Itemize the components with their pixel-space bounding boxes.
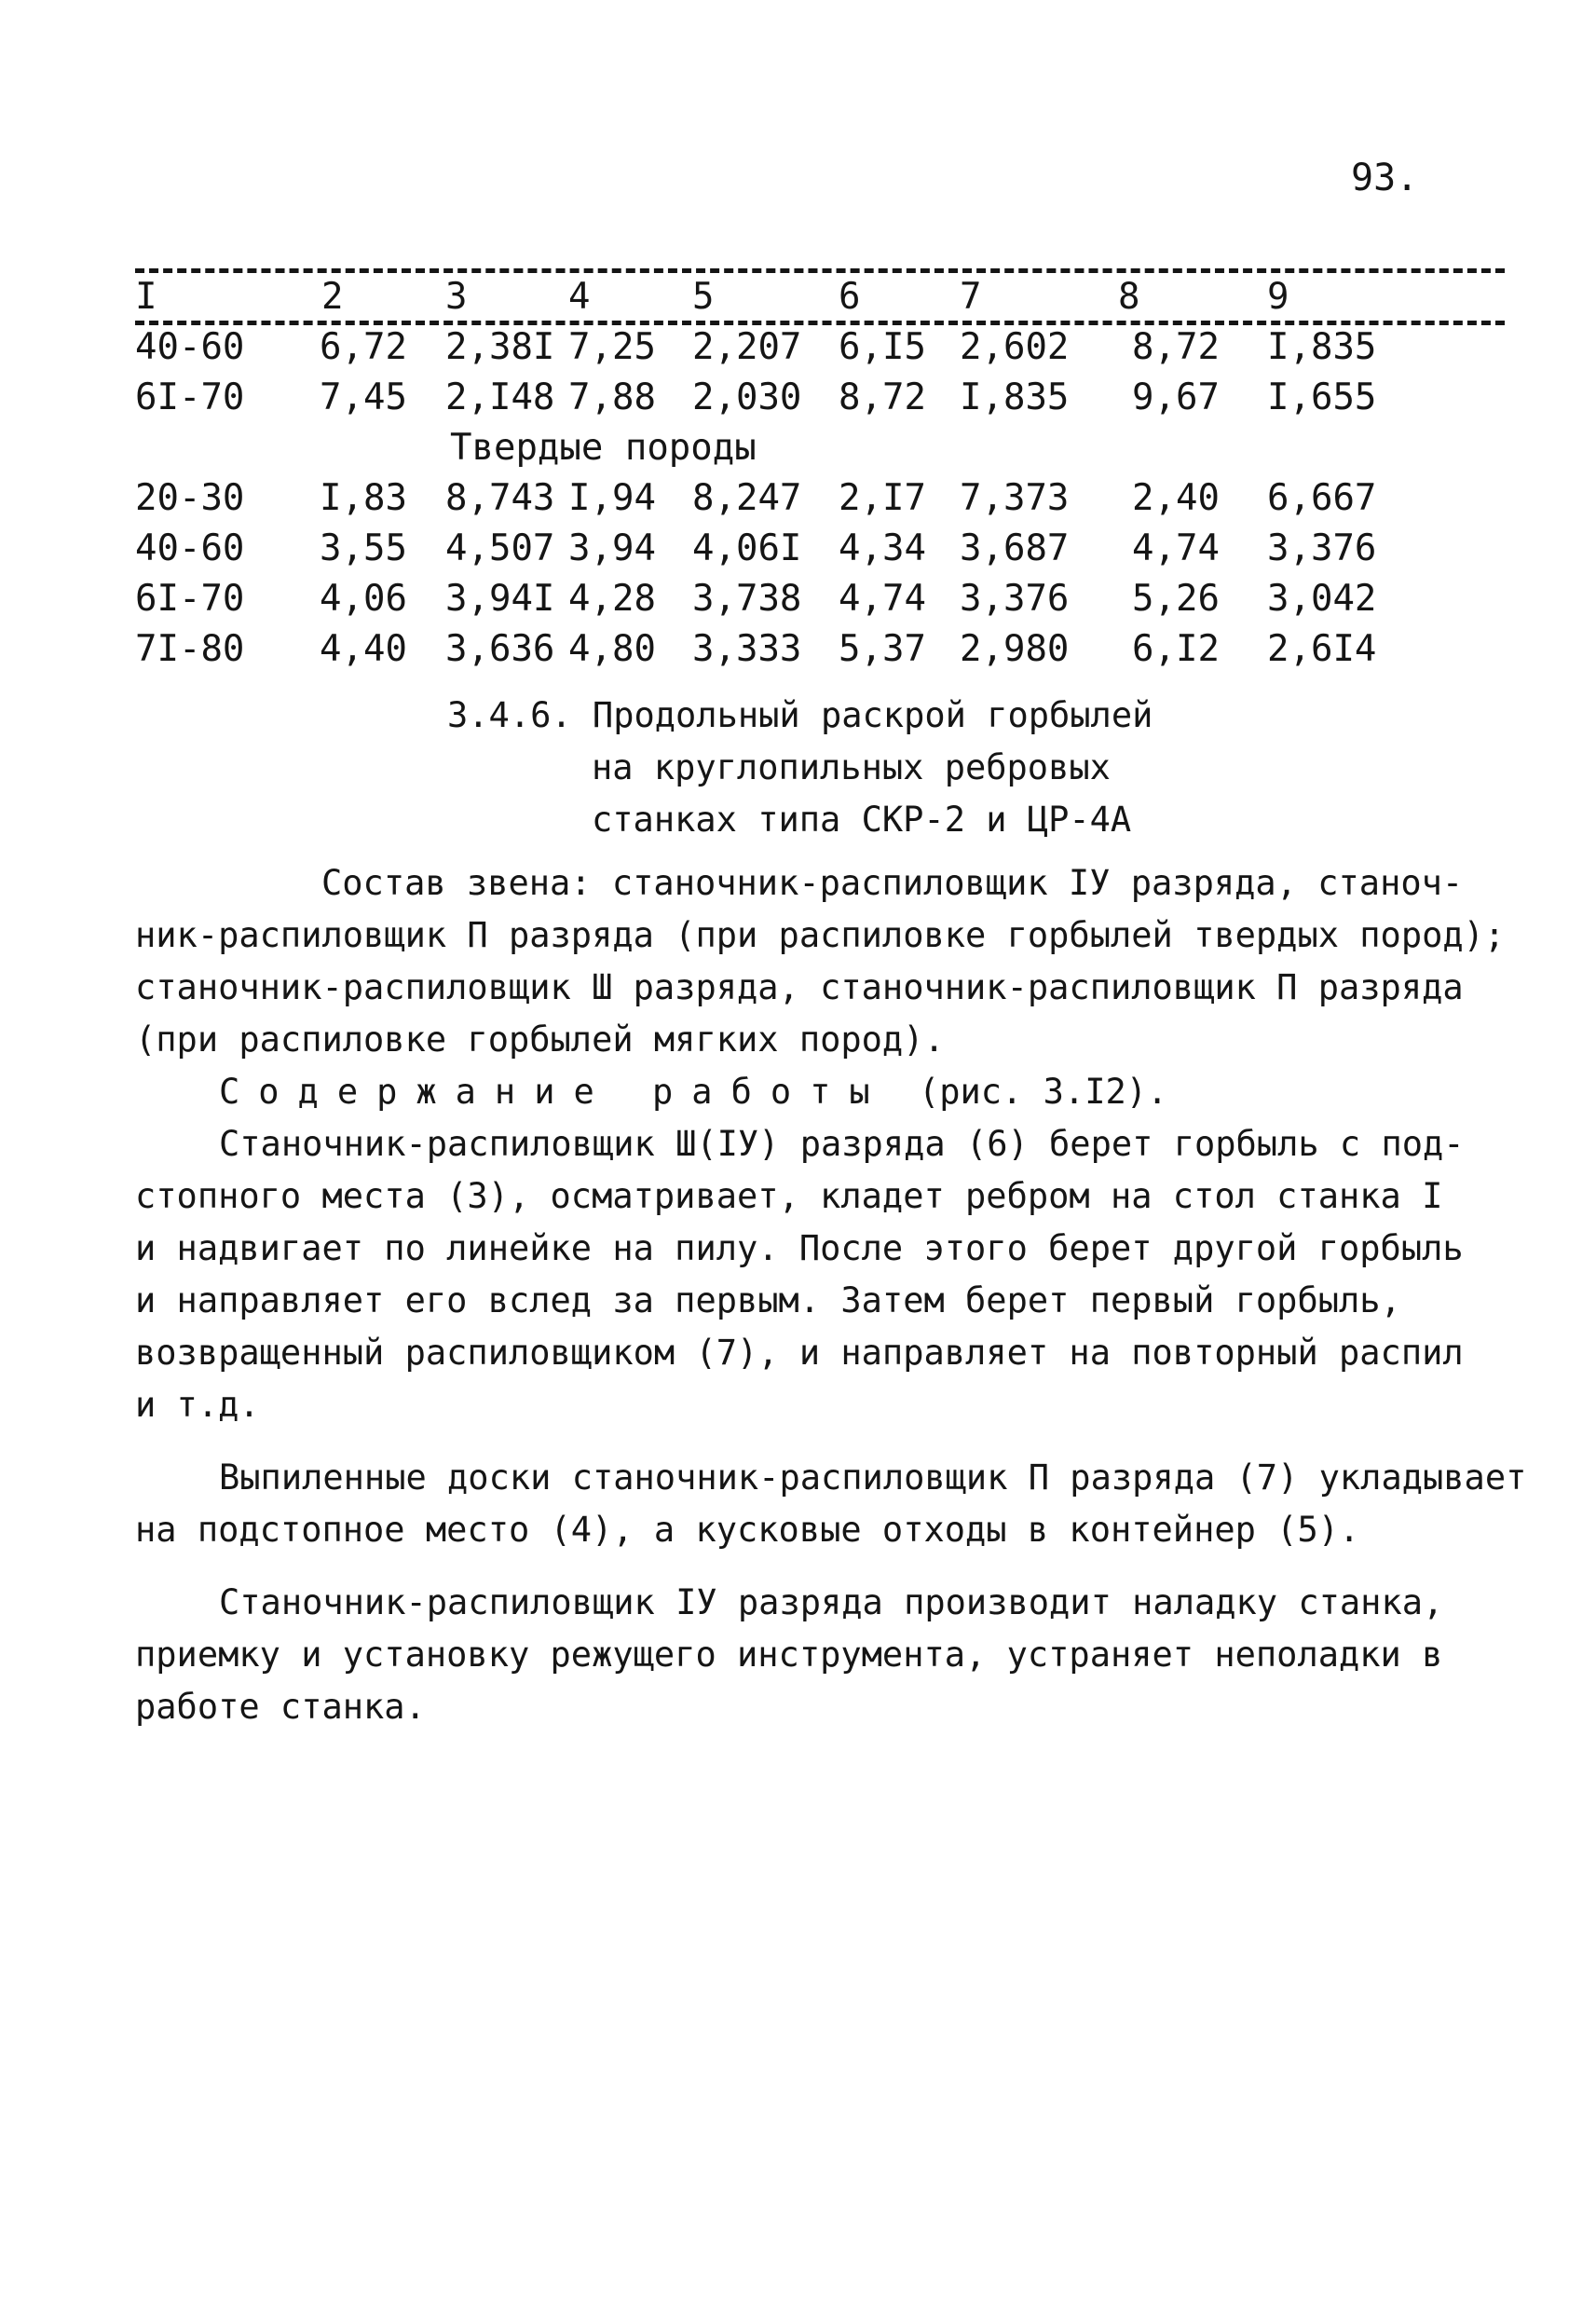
table-cell: 3,94I — [445, 578, 555, 620]
table-header-top-rule — [135, 268, 1505, 273]
table-cell: 7,88 — [568, 376, 656, 418]
table-row — [135, 326, 1439, 376]
column-header: 3 — [445, 276, 468, 318]
table-cell: 7,25 — [568, 326, 656, 368]
table-cell: 20-30 — [135, 477, 245, 519]
heading-line: станках типа СКР-2 и ЦР-4А — [592, 800, 1132, 840]
table-cell: 5,26 — [1132, 578, 1220, 620]
text-line: Состав звена: станочник-распиловщик IУ разряда, станоч- — [321, 863, 1464, 903]
table-cell: 40-60 — [135, 326, 245, 368]
table-cell: 2,I48 — [445, 376, 555, 418]
table-cell: I,83 — [320, 477, 407, 519]
heading-line: 3.4.6. Продольный раскрой горбылей — [447, 695, 1153, 735]
table-row — [135, 527, 1439, 578]
table-cell: 2,38I — [445, 326, 555, 368]
table-row — [135, 376, 1439, 427]
column-header: I — [135, 276, 157, 318]
table-cell: 6I-70 — [135, 376, 245, 418]
table-cell: 4,74 — [839, 578, 926, 620]
text-line: стопного места (3), осматривает, кладет ребром на стол станка I — [135, 1176, 1443, 1216]
column-header: 7 — [960, 276, 982, 318]
column-header: 4 — [568, 276, 591, 318]
table-cell: 5,37 — [839, 628, 926, 670]
body-text — [135, 857, 1527, 1733]
table-cell: 8,72 — [1132, 326, 1220, 368]
table-cell: 4,28 — [568, 578, 656, 620]
table-cell: 7,45 — [320, 376, 407, 418]
table-cell: 2,030 — [692, 376, 802, 418]
table-cell: 6,I5 — [839, 326, 926, 368]
table-cell: 4,06I — [692, 527, 802, 569]
text-line: и направляет его вслед за первым. Затем берет первый горбыль, — [135, 1280, 1401, 1320]
text-line: Выпиленные доски станочник-распиловщик П разряда (7) укладывает — [219, 1457, 1527, 1498]
table-cell: 9,67 — [1132, 376, 1220, 418]
text-line: возвращенный распиловщиком (7), и направляет на повторный распил — [135, 1333, 1464, 1373]
table-cell: 2,602 — [960, 326, 1070, 368]
table-cell: 7,373 — [960, 477, 1070, 519]
page-number: 93. — [1351, 157, 1419, 199]
table-cell: 3,333 — [692, 628, 802, 670]
table-cell: 3,636 — [445, 628, 555, 670]
table-cell: 6,72 — [320, 326, 407, 368]
table-cell: 40-60 — [135, 527, 245, 569]
table-cell: 2,6I4 — [1267, 628, 1377, 670]
table-cell: 3,55 — [320, 527, 407, 569]
table-cell: 4,507 — [445, 527, 555, 569]
table-cell: I,655 — [1267, 376, 1377, 418]
table-cell: 4,34 — [839, 527, 926, 569]
content-figure-ref: (рис. 3.I2). — [918, 1072, 1168, 1112]
column-header: 8 — [1118, 276, 1140, 318]
table-cell: 3,042 — [1267, 578, 1377, 620]
table-cell: 8,247 — [692, 477, 802, 519]
table-cell: I,94 — [568, 477, 656, 519]
column-header: 6 — [839, 276, 861, 318]
table-cell: 2,I7 — [839, 477, 926, 519]
content-title: Содержание работы — [219, 1072, 889, 1112]
table-cell: 6I-70 — [135, 578, 245, 620]
heading-line: на круглопильных ребровых — [592, 747, 1111, 787]
table-cell: I,835 — [960, 376, 1070, 418]
table-section-row — [135, 427, 1439, 477]
table-cell: 8,72 — [839, 376, 926, 418]
table-cell: 8,743 — [445, 477, 555, 519]
table-cell: 3,738 — [692, 578, 802, 620]
text-line: и надвигает по линейке на пилу. После этого берет другой горбыль — [135, 1228, 1464, 1268]
column-header: 5 — [692, 276, 715, 318]
table-cell: 7I-80 — [135, 628, 245, 670]
table-cell: 2,40 — [1132, 477, 1220, 519]
text-line: работе станка. — [135, 1687, 426, 1727]
table-row — [135, 628, 1439, 678]
table-row — [135, 477, 1439, 527]
table-cell: 3,376 — [1267, 527, 1377, 569]
text-line: ник-распиловщик П разряда (при распиловке горбылей твердых пород); — [135, 915, 1506, 955]
table-cell: 6,I2 — [1132, 628, 1220, 670]
table-cell: 3,376 — [960, 578, 1070, 620]
text-line: и т.д. — [135, 1385, 260, 1425]
text-line: Станочник-распиловщик Ш(IУ) разряда (6) берет горбыль с под- — [219, 1124, 1465, 1164]
text-line: приемку и установку режущего инструмента, устраняет неполадки в — [135, 1635, 1443, 1675]
section-heading — [447, 690, 1153, 846]
section-label: Твердые породы — [450, 427, 757, 469]
text-line: Станочник-распиловщик IУ разряда производит наладку станка, — [219, 1582, 1444, 1622]
column-header: 2 — [321, 276, 344, 318]
content-line — [135, 1066, 1523, 1118]
table-cell: I,835 — [1267, 326, 1377, 368]
table-cell: 6,667 — [1267, 477, 1377, 519]
table-header-bottom-rule — [135, 321, 1505, 325]
table-cell: 3,94 — [568, 527, 656, 569]
table-cell: 4,80 — [568, 628, 656, 670]
table-cell: 4,06 — [320, 578, 407, 620]
table-cell: 2,980 — [960, 628, 1070, 670]
table-cell: 2,207 — [692, 326, 802, 368]
text-line: станочник-распиловщик Ш разряда, станочник-распиловщик П разряда — [135, 967, 1464, 1007]
table-row — [135, 578, 1439, 628]
table-cell: 3,687 — [960, 527, 1070, 569]
table-cell: 4,74 — [1132, 527, 1220, 569]
table-cell: 4,40 — [320, 628, 407, 670]
text-line: на подстопное место (4), а кусковые отходы в контейнер (5). — [135, 1510, 1360, 1550]
column-header: 9 — [1267, 276, 1289, 318]
text-line: (при распиловке горбылей мягких пород). — [135, 1019, 945, 1060]
data-table — [135, 326, 1439, 678]
